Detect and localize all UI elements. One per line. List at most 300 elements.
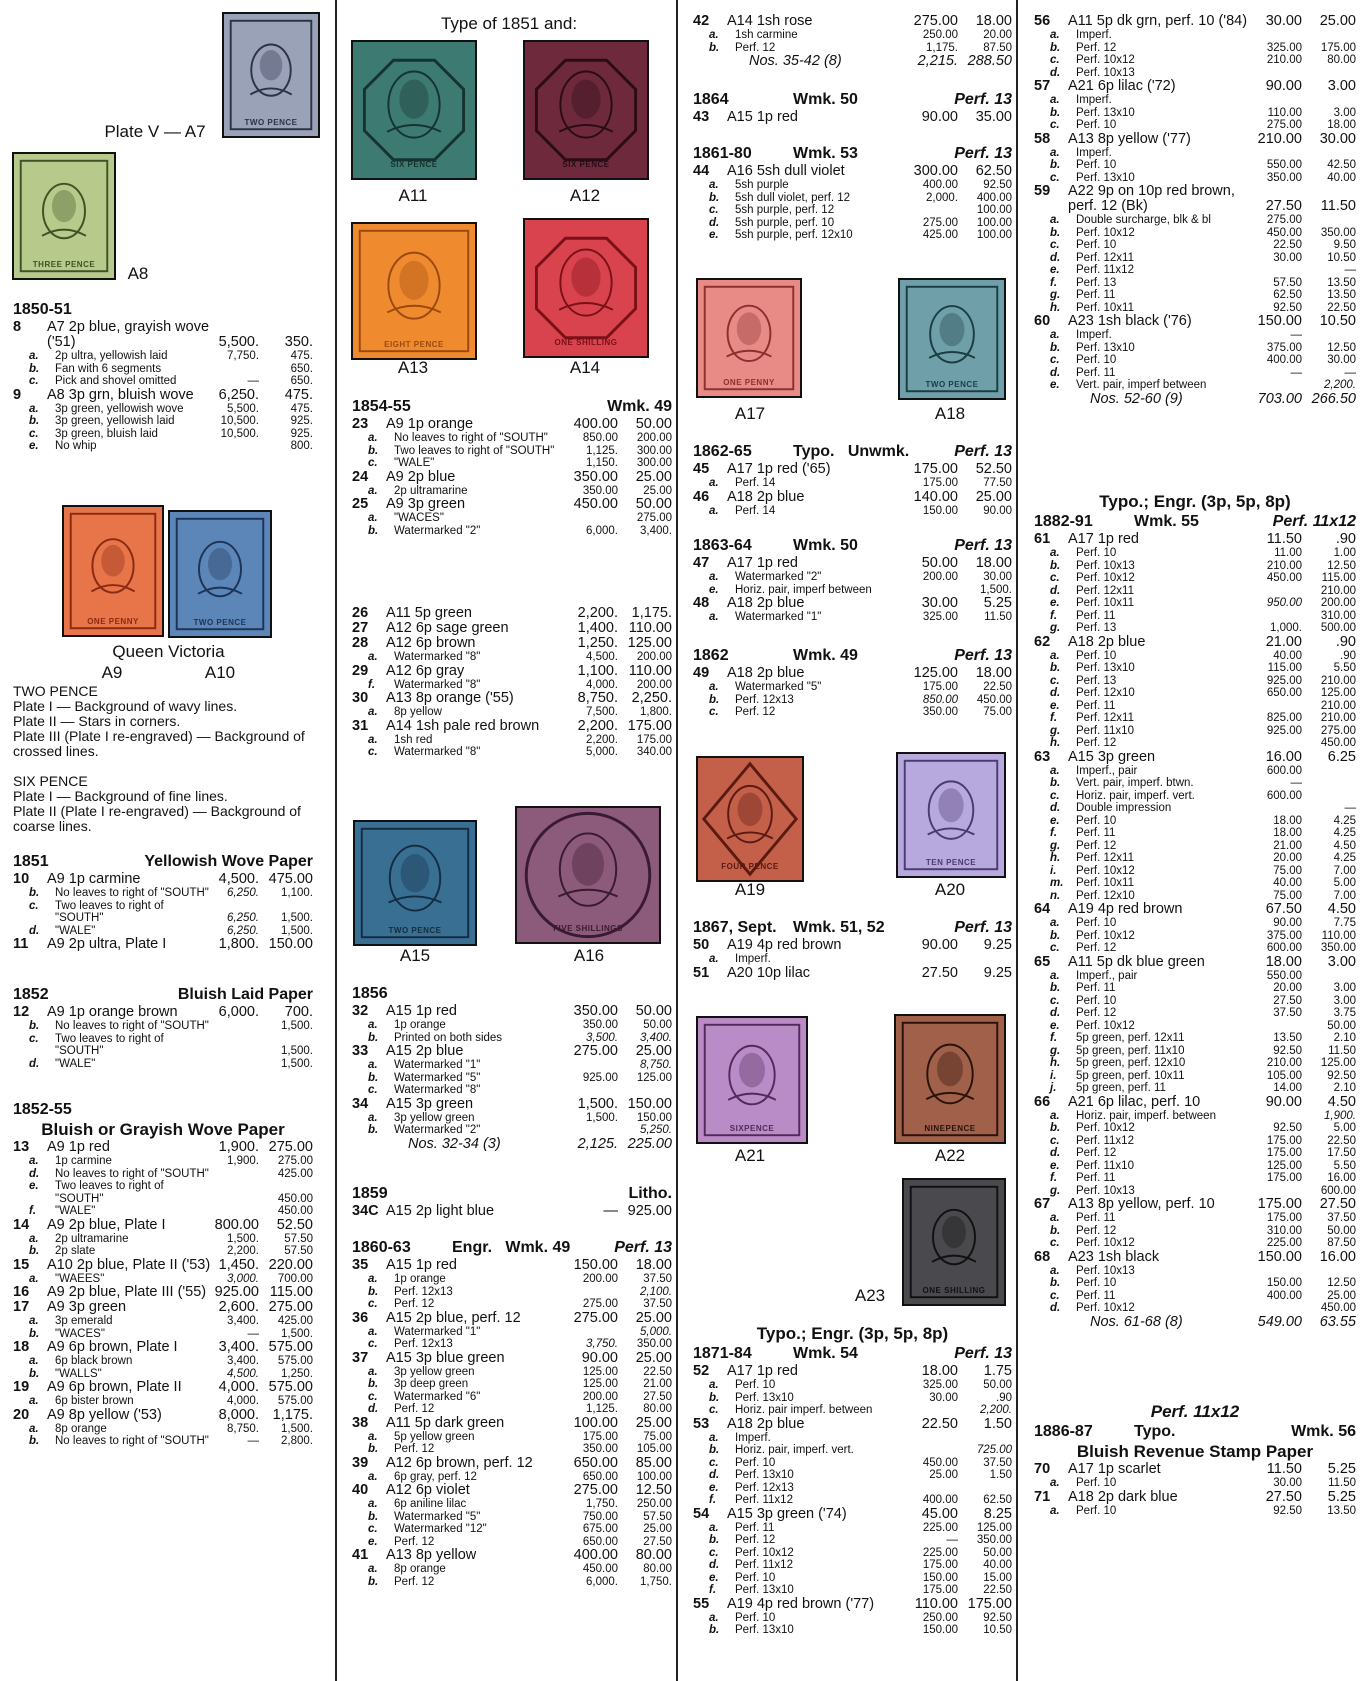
unused-value: 1,000.	[1270, 622, 1302, 634]
listing-description: Imperf.	[735, 1431, 771, 1444]
unused-value: 925.00	[582, 1071, 618, 1084]
catalogue-number: a.	[1050, 1477, 1060, 1489]
stamp-listing	[1034, 750, 1356, 765]
catalogue-number: b.	[709, 41, 720, 54]
catalogue-number: a.	[368, 706, 378, 718]
unused-value: —	[247, 1435, 259, 1447]
used-value: 77.50	[983, 477, 1012, 489]
unused-value: 350.00	[573, 1003, 618, 1019]
stamp-image	[168, 510, 272, 638]
variety-listing	[693, 571, 1012, 584]
caption: A18	[934, 404, 966, 423]
catalogue-number: a.	[368, 432, 378, 444]
stamp-listing	[1034, 1462, 1356, 1477]
unused-value: 325.00	[922, 1379, 958, 1391]
unused-value: 2,215.	[917, 53, 958, 69]
listing-description: A10 2p blue, Plate II ('53)	[47, 1256, 211, 1273]
catalogue-number: a.	[29, 1395, 39, 1407]
unused-value: 22.50	[1273, 239, 1302, 251]
plate-note: Plate III (Plate I re-engraved) — Background of crossed lines.	[13, 728, 305, 759]
catalogue-number: d.	[1050, 1302, 1061, 1314]
used-value: 57.50	[284, 1232, 313, 1245]
used-value: 25.00	[1319, 13, 1356, 29]
listing-description: Two leaves to right of "SOUTH"	[55, 1032, 164, 1057]
used-value: 9.25	[983, 964, 1012, 981]
unused-value: 90.00	[1273, 917, 1302, 929]
stamp-listing	[13, 1140, 313, 1155]
plate-note: TWO PENCE	[13, 683, 98, 699]
section-printing: Wmk. 51, 52	[793, 919, 885, 936]
variety-listing	[693, 1469, 1012, 1482]
unused-value: —	[603, 1203, 618, 1219]
listing-description: A19 4p red brown	[727, 937, 842, 953]
catalogue-number: b.	[1050, 106, 1061, 119]
catalogue-number: c.	[1050, 674, 1060, 687]
listing-description: Perf. 10	[1076, 354, 1117, 366]
catalogue-number: c.	[1050, 994, 1060, 1007]
catalogue-number: a.	[368, 1059, 378, 1071]
unused-value: 3,400.	[227, 1315, 259, 1327]
variety-listing	[693, 1584, 1012, 1597]
used-value: 1,500.	[281, 1422, 313, 1435]
listing-description: Perf. 11	[1076, 1212, 1116, 1224]
listing-description: Perf. 12	[1076, 1147, 1117, 1159]
stamp-image	[696, 278, 802, 398]
stamp-listing	[13, 1218, 313, 1233]
catalogue-number: c.	[1050, 54, 1060, 66]
unused-value: 275.00	[922, 216, 958, 229]
catalogue-number: e.	[1050, 699, 1060, 712]
used-value: 2,200.	[980, 1404, 1012, 1416]
listing-description: A15 2p blue	[386, 1043, 464, 1059]
catalogue-number: 17	[13, 1299, 30, 1315]
catalogue-number: b.	[1050, 559, 1061, 572]
stamp-label: ONE SHILLING	[922, 1286, 986, 1295]
variety-listing	[693, 706, 1012, 719]
listing-description: A14 1sh pale red brown	[386, 717, 540, 734]
variety-listing	[352, 525, 672, 538]
section-heading	[693, 646, 1012, 666]
listing-description: Perf. 14	[735, 504, 776, 517]
used-value: 5.25	[1327, 1488, 1356, 1505]
unused-value: 7,500.	[586, 706, 618, 718]
catalogue-number: 26	[352, 605, 369, 621]
listing-description: A15 1p red	[386, 1003, 457, 1019]
catalogue-number: a.	[368, 484, 378, 497]
variety-listing	[1034, 354, 1356, 367]
catalogue-number: b.	[368, 1285, 379, 1298]
section-years: 1852	[13, 986, 49, 1003]
caption: A10	[204, 663, 236, 682]
stamp-listing	[352, 1311, 672, 1326]
used-value: 92.50	[1327, 1069, 1356, 1082]
used-value: 210.00	[1320, 584, 1356, 597]
listing-description: 1sh carmine	[735, 29, 798, 41]
variety-listing	[1034, 1110, 1356, 1123]
used-value: 27.50	[1319, 1196, 1356, 1212]
used-value: 12.50	[1327, 1277, 1356, 1289]
section-printing: Engr. Wmk. 49	[452, 1239, 571, 1256]
used-value: 1,175.	[631, 605, 672, 621]
catalogue-number: e.	[1050, 1019, 1060, 1032]
caption: A13	[397, 358, 429, 377]
listing-description: Watermarked "1"	[394, 1325, 481, 1338]
listing-description: 3p green, yellowish laid	[55, 415, 175, 427]
used-value: 575.00	[268, 1379, 313, 1395]
variety-listing	[13, 1058, 313, 1071]
used-value: 22.50	[1327, 1134, 1356, 1147]
catalogue-number: 41	[352, 1547, 369, 1563]
listing-description: 5p green, perf. 11x10	[1076, 1044, 1185, 1057]
variety-listing	[352, 1059, 672, 1072]
listing-description: Perf. 13x10	[1076, 171, 1135, 184]
listing-description: Perf. 12x10	[1076, 889, 1135, 902]
stamp-listing	[693, 556, 1012, 571]
unused-value: 825.00	[1266, 712, 1302, 724]
used-value: 10.50	[983, 1624, 1012, 1636]
section-heading	[693, 918, 1012, 938]
listing-description: 3p green, bluish laid	[55, 427, 158, 440]
stamp-listing	[693, 596, 1012, 611]
stamp-image	[896, 752, 1006, 878]
stamp-label: SIXPENCE	[729, 1124, 775, 1133]
listing-description: 3p yellow green	[394, 1111, 475, 1124]
catalogue-section	[693, 536, 1012, 624]
unused-value: 22.50	[921, 1415, 958, 1432]
section-subheading: Typo.; Engr. (3p, 5p, 8p)	[1099, 492, 1291, 511]
listing-description: A15 3p blue green	[386, 1349, 505, 1366]
used-value: 350.00	[1320, 226, 1356, 239]
used-value: 1,750.	[640, 1575, 672, 1588]
catalogue-number: f.	[709, 1494, 717, 1506]
unused-value: 175.00	[1266, 1134, 1302, 1147]
used-value: 100.00	[976, 229, 1012, 241]
catalogue-number: a.	[709, 29, 719, 41]
caption: Plate V — A7	[104, 122, 206, 141]
listing-description: Watermarked "1"	[735, 611, 822, 623]
variety-listing	[1034, 1212, 1356, 1225]
listing-description: Perf. 13x10	[1076, 341, 1135, 354]
catalogue-number: c.	[1050, 942, 1060, 954]
used-value: 13.50	[1327, 276, 1356, 289]
listing-description: A14 1sh rose	[727, 13, 813, 29]
section-heading	[352, 984, 672, 1004]
catalogue-number: 56	[1034, 13, 1051, 29]
section-printing: Wmk. 54	[793, 1345, 858, 1362]
catalogue-number: a.	[1050, 547, 1060, 559]
unused-value: 200.00	[582, 1273, 618, 1285]
catalogue-section	[13, 985, 313, 1070]
catalogue-number: b.	[709, 191, 720, 204]
used-value: 13.50	[1327, 1504, 1356, 1517]
used-value: 9.25	[983, 937, 1012, 953]
variety-listing	[693, 694, 1012, 707]
variety-listing	[352, 1391, 672, 1404]
catalogue-number: n.	[1050, 889, 1061, 902]
used-value: 700.00	[277, 1272, 313, 1285]
variety-listing	[352, 1576, 672, 1589]
variety-listing	[1034, 1505, 1356, 1518]
used-value: 50.00	[983, 1546, 1012, 1559]
catalogue-number: e.	[1050, 264, 1060, 276]
section-years: 1860-63	[352, 1239, 411, 1256]
catalogue-number: b.	[709, 1624, 720, 1636]
unused-value: 600.00	[1266, 789, 1302, 802]
listing-description: Perf. 10	[1076, 547, 1117, 559]
used-value: 37.50	[1327, 1212, 1356, 1224]
used-value: 650.	[290, 362, 313, 375]
used-value: 500.00	[1320, 622, 1356, 634]
unused-value: 11.00	[1274, 547, 1302, 559]
listing-description: Vert. pair, imperf. btwn.	[1076, 777, 1194, 789]
used-value: —	[1344, 366, 1356, 379]
unused-value: 250.00	[922, 1611, 958, 1624]
listing-description: "WALLS"	[55, 1367, 102, 1380]
stamp-listing	[13, 872, 313, 887]
catalogue-number: i.	[1050, 864, 1057, 877]
listing-description: Perf. 10x12	[1076, 864, 1135, 877]
catalogue-number: 34	[352, 1095, 369, 1112]
stamp-listing	[352, 636, 672, 651]
catalogue-number: 60	[1034, 313, 1051, 329]
listing-description: Perf. 13x10	[735, 1469, 794, 1481]
listing-description: Horiz. pair, imperf. between	[1076, 1109, 1216, 1122]
variety-listing	[1034, 827, 1356, 840]
listing-description: Watermarked "5"	[394, 1071, 481, 1084]
catalogue-number: a.	[709, 953, 719, 965]
catalogue-number: b.	[29, 887, 40, 899]
stamp-listing	[693, 14, 1012, 29]
listing-description: Vert. pair, imperf between	[1076, 379, 1207, 391]
unused-value: 150.00	[1266, 1277, 1302, 1289]
catalogue-number: a.	[1050, 1504, 1060, 1517]
used-value: 25.00	[635, 1349, 672, 1366]
used-value: 5.25	[1327, 1461, 1356, 1477]
listing-description: A9 2p ultra, Plate I	[47, 936, 167, 952]
variety-listing	[13, 1168, 313, 1181]
stamp-listing	[1034, 955, 1356, 970]
used-value: 50.00	[1327, 1224, 1356, 1237]
listing-description: Perf. 12	[394, 1298, 435, 1310]
catalogue-number: h.	[1050, 852, 1061, 864]
listing-description: "WALE"	[394, 457, 435, 469]
used-value: 450.00	[1320, 737, 1356, 749]
listing-description: 5p green, perf. 10x11	[1076, 1069, 1185, 1082]
used-value: 110.00	[1321, 929, 1356, 942]
catalogue-number: 36	[352, 1309, 369, 1326]
used-value: 115.00	[269, 1284, 313, 1300]
unused-value: 92.50	[1273, 301, 1302, 314]
catalogue-number: m.	[1050, 877, 1064, 889]
unused-value: 1,125.	[586, 1403, 618, 1415]
unused-value: 10,500.	[220, 427, 259, 440]
unused-value: 67.50	[1265, 901, 1302, 917]
unused-value: 3,500.	[586, 1031, 618, 1044]
used-value: 37.50	[643, 1273, 672, 1285]
used-value: 110.00	[628, 662, 672, 679]
catalogue-number: b.	[368, 444, 379, 457]
caption: Type of 1851 and:	[440, 14, 578, 33]
variety-listing	[1034, 42, 1356, 55]
unused-value: 3,000.	[227, 1272, 259, 1285]
used-value: 18.00	[975, 665, 1012, 681]
stamp-listing	[1034, 79, 1356, 94]
listing-description: Perf. 10	[1076, 1477, 1117, 1489]
catalogue-number: e.	[709, 1481, 719, 1494]
used-value: 2,200.	[1324, 379, 1356, 391]
listing-description: 2p ultra, yellowish laid	[55, 350, 168, 362]
listing-description: Perf. 11	[1076, 1289, 1116, 1302]
catalogue-number: 40	[352, 1482, 369, 1498]
catalogue-number: d.	[1050, 251, 1061, 264]
section-printing: Wmk. 50	[793, 91, 858, 108]
variety-listing	[13, 1355, 313, 1368]
unused-value: 90.00	[921, 109, 958, 125]
unused-value: 325.00	[1266, 41, 1302, 54]
catalogue-number: c.	[29, 427, 39, 440]
variety-listing	[1034, 94, 1356, 107]
used-value: 30.00	[1319, 130, 1356, 147]
used-value: 1,500.	[281, 924, 313, 937]
listing-description: A11 5p dk blue green	[1068, 953, 1205, 970]
used-value: 35.00	[975, 109, 1012, 125]
used-value: 5,000.	[640, 1325, 672, 1338]
listing-description: "WALE"	[55, 1057, 96, 1070]
listing-description: Perf. 13x10	[735, 1584, 794, 1596]
variety-listing	[1034, 252, 1356, 265]
unused-value: 18.00	[1265, 953, 1302, 970]
listing-description: Fan with 6 segments	[55, 362, 162, 375]
used-value: 450.00	[277, 1205, 313, 1217]
unused-value: 4,000.	[218, 1379, 259, 1395]
stamp-listing	[1034, 1095, 1356, 1110]
catalogue-number: 66	[1034, 1093, 1051, 1110]
catalogue-section	[352, 984, 672, 1152]
unused-value: 110.00	[914, 1595, 958, 1612]
catalogue-number: c.	[29, 1032, 39, 1045]
catalogue-number: 39	[352, 1454, 369, 1471]
unused-value: 1,500.	[227, 1232, 259, 1245]
variety-listing	[1034, 379, 1356, 392]
listing-description: 5sh purple, perf. 12	[735, 204, 835, 216]
unused-value: 350.00	[582, 484, 618, 497]
used-value: 7.75	[1333, 917, 1356, 929]
catalogue-number: a.	[1050, 94, 1060, 106]
listing-description: 5sh purple	[735, 179, 789, 191]
variety-listing	[1034, 1122, 1356, 1135]
unused-value: 703.00	[1257, 390, 1302, 407]
listing-description: A13 8p yellow ('77)	[1068, 130, 1191, 147]
variety-listing	[1034, 560, 1356, 573]
listing-description: Perf. 10	[1076, 1504, 1117, 1517]
listing-description: Perf. 11x12	[1076, 1134, 1134, 1147]
stamp-listing	[13, 388, 313, 403]
listing-description: 2p ultramarine	[55, 1232, 129, 1245]
listing-description: Perf. 10x11	[1076, 597, 1134, 609]
used-value: 63.55	[1319, 1313, 1356, 1330]
catalogue-number: 49	[693, 665, 710, 681]
listing-description: A13 8p orange ('55)	[386, 690, 514, 706]
variety-listing	[1034, 675, 1356, 688]
listing-description: Perf. 10x12	[735, 1546, 794, 1559]
section-perf: Perf. 13	[954, 91, 1012, 108]
unused-value: 8,750.	[227, 1422, 259, 1435]
section-subheading: Bluish Revenue Stamp Paper	[1076, 1442, 1314, 1461]
catalogue-number: a.	[368, 1019, 378, 1031]
listing-description: A15 1p red	[386, 1257, 457, 1273]
used-value: 4.25	[1333, 852, 1356, 864]
catalogue-section	[693, 90, 1012, 125]
used-value: 125.00	[976, 1521, 1012, 1534]
listing-description: Horiz. pair, imperf between	[735, 583, 872, 596]
stamp-label: EIGHT PENCE	[384, 340, 444, 349]
catalogue-number: c.	[709, 706, 719, 718]
used-value: 350.00	[636, 1338, 672, 1350]
catalogue-number: f.	[1050, 712, 1058, 724]
catalogue-number: c.	[368, 1338, 378, 1350]
variety-listing	[693, 1559, 1012, 1572]
used-value: 3.00	[1333, 994, 1356, 1007]
section-years: 1859	[352, 1185, 388, 1202]
used-value: 800.	[290, 440, 313, 452]
catalogue-number: b.	[709, 1534, 720, 1546]
listing-description: Perf. 12x10	[1076, 687, 1135, 699]
plate-note: Plate II — Stars in corners.	[13, 713, 181, 729]
listing-description: 5sh purple, perf. 12x10	[735, 229, 853, 241]
catalogue-number: a.	[368, 1430, 378, 1443]
section-heading	[1034, 1422, 1356, 1442]
stamp-listing	[1034, 184, 1356, 214]
used-value: 10.50	[1327, 251, 1356, 264]
used-value: 925.00	[627, 1203, 672, 1219]
variety-listing	[13, 1233, 313, 1246]
unused-value: 175.00	[1266, 1147, 1302, 1159]
used-value: 25.00	[643, 484, 672, 497]
section-years: 1852-55	[13, 1101, 72, 1118]
stamp-listing	[693, 1417, 1012, 1432]
used-value: 25.00	[975, 488, 1012, 505]
unused-value: 800.00	[214, 1216, 259, 1233]
unused-value: 75.00	[1273, 864, 1302, 877]
listing-description: 6p aniline lilac	[394, 1498, 467, 1510]
unused-value: 175.00	[1257, 1196, 1302, 1212]
catalogue-number: e.	[368, 1535, 378, 1548]
variety-listing	[1034, 227, 1356, 240]
catalogue-number: 29	[352, 662, 369, 679]
catalogue-number: 23	[352, 416, 369, 432]
stamp-listing	[1034, 14, 1356, 29]
used-value: .90	[1340, 649, 1356, 662]
variety-listing	[1034, 610, 1356, 623]
catalogue-number: g.	[1050, 289, 1061, 301]
catalogue-number: 27	[352, 620, 369, 636]
listing-description: Perf. 13	[1076, 276, 1117, 289]
used-value: 85.00	[635, 1454, 672, 1471]
listing-description: Horiz. pair, imperf. vert.	[1076, 789, 1195, 802]
listing-description: Perf. 12x11	[1076, 852, 1134, 864]
listing-description: A12 6p brown, perf. 12	[386, 1454, 533, 1471]
variety-listing	[1034, 147, 1356, 160]
unused-value: 4,500.	[227, 1367, 259, 1380]
listing-description: Perf. 13x10	[735, 1391, 794, 1404]
section-heading	[1034, 512, 1356, 532]
unused-value: 92.50	[1273, 1044, 1302, 1057]
catalogue-section	[13, 852, 313, 952]
listing-description: A9 3p green	[47, 1299, 127, 1315]
listing-description: Watermarked "2"	[394, 1124, 481, 1136]
unused-value: 37.50	[1273, 1007, 1302, 1019]
listing-description: Watermarked "8"	[394, 746, 481, 758]
